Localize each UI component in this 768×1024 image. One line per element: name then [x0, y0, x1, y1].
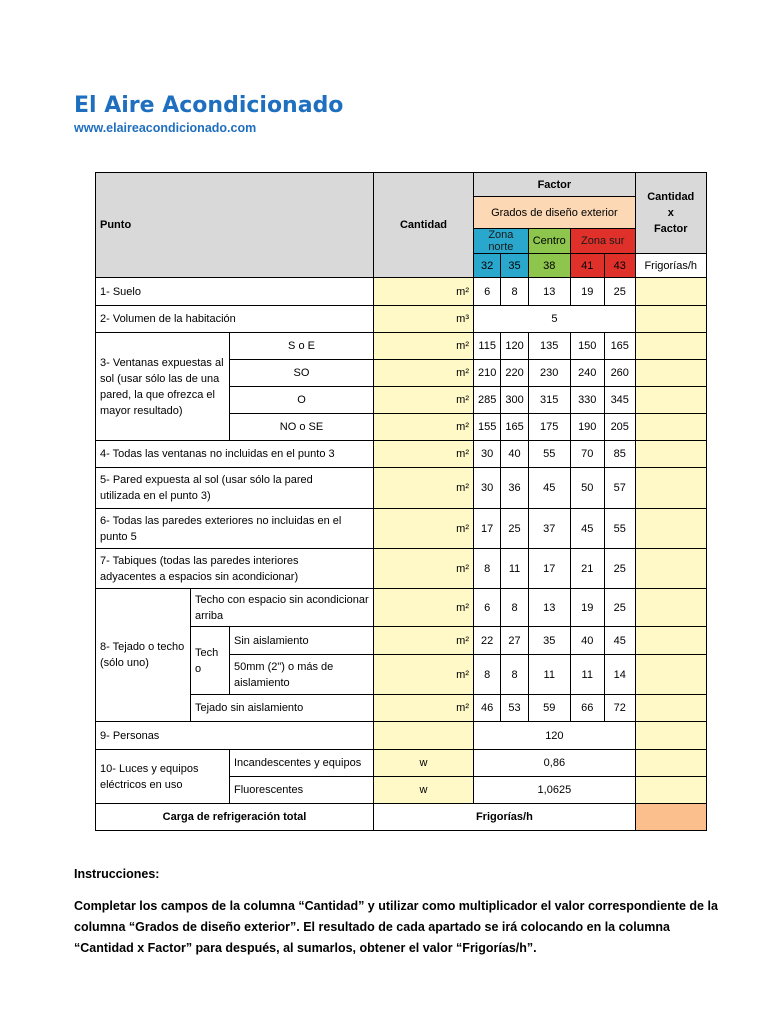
header-factor: Factor — [474, 173, 636, 197]
temp-43: 43 — [604, 254, 635, 278]
factor-value: 175 — [528, 414, 570, 441]
factor-value: 66 — [570, 695, 604, 722]
factor-value: 59 — [528, 695, 570, 722]
factor-value: 72 — [604, 695, 635, 722]
techo-label: Techo — [191, 627, 230, 695]
instructions-line: “Cantidad x Factor” para después, al sumarlos, obtener el valor “Frigorías/h”. — [74, 941, 537, 955]
factor-value: 57 — [604, 468, 635, 509]
sub-label: Techo con espacio sin acondicionar arriba — [191, 589, 374, 627]
row-label: 7- Tabiques (todas las paredes interiores adyacentes a espacios sin acondicionar) — [96, 549, 374, 589]
result-cell[interactable] — [635, 655, 706, 695]
factor-value: 45 — [604, 627, 635, 655]
header-cantidad-x-factor: Cantidad x Factor — [635, 173, 706, 254]
result-cell[interactable] — [635, 777, 706, 804]
factor-value: 6 — [474, 278, 501, 306]
sub-label: Sin aislamiento — [230, 627, 374, 655]
cantidad-input[interactable]: m² — [374, 695, 474, 722]
row-label: 8- Tejado o techo (sólo uno) — [96, 589, 191, 722]
cooling-load-table — [95, 172, 707, 831]
total-row — [96, 804, 707, 831]
sub-label: 50mm (2") o más de aislamiento — [230, 655, 374, 695]
factor-value: 55 — [528, 441, 570, 468]
zone-sur: Zona sur — [570, 229, 635, 254]
table-row — [96, 306, 707, 333]
site-url-link[interactable]: www.elaireacondicionado.com — [74, 121, 257, 135]
instructions-heading: Instrucciones: — [74, 867, 160, 881]
factor-value: 8 — [474, 655, 501, 695]
row-label: 10- Luces y equipos eléctricos en uso — [96, 750, 230, 804]
header-cantidad: Cantidad — [374, 173, 474, 278]
factor-value: 21 — [570, 549, 604, 589]
temp-41: 41 — [570, 254, 604, 278]
sub-label: Incandescentes y equipos — [230, 750, 374, 777]
result-cell[interactable] — [635, 333, 706, 360]
factor-value: 17 — [528, 549, 570, 589]
factor-value: 36 — [501, 468, 528, 509]
sub-label: Tejado sin aislamiento — [191, 695, 374, 722]
header-punto: Punto — [96, 173, 374, 278]
table-row — [96, 333, 707, 360]
factor-value: 35 — [528, 627, 570, 655]
cantidad-input[interactable]: w — [374, 750, 474, 777]
total-result-cell[interactable] — [635, 804, 706, 831]
table-row — [96, 509, 707, 549]
table-row — [96, 589, 707, 627]
factor-value: 300 — [501, 387, 528, 414]
cantidad-input[interactable]: m² — [374, 655, 474, 695]
cantidad-input[interactable]: m² — [374, 278, 474, 306]
result-cell[interactable] — [635, 722, 706, 750]
factor-value: 45 — [570, 509, 604, 549]
factor-value: 53 — [501, 695, 528, 722]
factor-value: 25 — [604, 549, 635, 589]
table-row — [96, 549, 707, 589]
temp-38: 38 — [528, 254, 570, 278]
factor-value: 70 — [570, 441, 604, 468]
factor-value: 220 — [501, 360, 528, 387]
cantidad-input[interactable]: m² — [374, 387, 474, 414]
factor-value: 165 — [501, 414, 528, 441]
factor-value: 150 — [570, 333, 604, 360]
temp-35: 35 — [501, 254, 528, 278]
factor-value: 13 — [528, 278, 570, 306]
result-cell[interactable] — [635, 468, 706, 509]
factor-value: 25 — [501, 509, 528, 549]
factor-value: 345 — [604, 387, 635, 414]
cantidad-input[interactable]: m² — [374, 549, 474, 589]
factor-value: 190 — [570, 414, 604, 441]
factor-value: 5 — [474, 306, 636, 333]
row-label: 1- Suelo — [96, 278, 374, 306]
header-grados-diseno: Grados de diseño exterior — [474, 197, 636, 229]
factor-value: 14 — [604, 655, 635, 695]
factor-value: 1,0625 — [474, 777, 636, 804]
result-cell[interactable] — [635, 306, 706, 333]
factor-value: 55 — [604, 509, 635, 549]
instructions-line: columna “Grados de diseño exterior”. El resultado de cada apartado se irá colocando en la columna — [74, 920, 671, 934]
factor-value: 11 — [570, 655, 604, 695]
factor-value: 135 — [528, 333, 570, 360]
result-cell[interactable] — [635, 441, 706, 468]
result-cell[interactable] — [635, 414, 706, 441]
cantidad-input[interactable]: m³ — [374, 306, 474, 333]
factor-value: 30 — [474, 468, 501, 509]
factor-value: 120 — [501, 333, 528, 360]
table-row — [96, 722, 707, 750]
sub-label: NO o SE — [230, 414, 374, 441]
site-title: El Aire Acondicionado — [74, 93, 344, 118]
sub-label: O — [230, 387, 374, 414]
zone-centro: Centro — [528, 229, 570, 254]
table-row — [96, 441, 707, 468]
factor-value: 25 — [604, 278, 635, 306]
factor-value: 19 — [570, 589, 604, 627]
row-label: 4- Todas las ventanas no incluidas en el punto 3 — [96, 441, 374, 468]
factor-value: 6 — [474, 589, 501, 627]
cantidad-input[interactable]: m² — [374, 468, 474, 509]
factor-value: 240 — [570, 360, 604, 387]
cantidad-input[interactable]: m² — [374, 414, 474, 441]
factor-value: 115 — [474, 333, 501, 360]
factor-value: 50 — [570, 468, 604, 509]
factor-value: 120 — [474, 722, 636, 750]
cantidad-input[interactable]: m² — [374, 627, 474, 655]
cantidad-input[interactable]: w — [374, 777, 474, 804]
row-label: 9- Personas — [96, 722, 374, 750]
result-cell[interactable] — [635, 549, 706, 589]
result-cell[interactable] — [635, 589, 706, 627]
factor-value: 11 — [528, 655, 570, 695]
result-cell[interactable] — [635, 509, 706, 549]
result-cell[interactable] — [635, 695, 706, 722]
result-cell[interactable] — [635, 278, 706, 306]
factor-value: 315 — [528, 387, 570, 414]
total-unit: Frigorías/h — [374, 804, 636, 831]
factor-value: 330 — [570, 387, 604, 414]
factor-value: 8 — [501, 278, 528, 306]
factor-value: 25 — [604, 589, 635, 627]
cantidad-input[interactable]: m² — [374, 333, 474, 360]
sub-label: S o E — [230, 333, 374, 360]
table-row — [96, 750, 707, 777]
factor-value: 37 — [528, 509, 570, 549]
factor-value: 45 — [528, 468, 570, 509]
factor-value: 285 — [474, 387, 501, 414]
row-label: 3- Ventanas expuestas al sol (usar sólo las de una pared, la que ofrezca el mayor resultado) — [96, 333, 230, 441]
zone-norte: Zona norte — [474, 229, 529, 254]
table-row — [96, 278, 707, 306]
factor-value: 30 — [474, 441, 501, 468]
result-cell[interactable] — [635, 387, 706, 414]
factor-value: 40 — [570, 627, 604, 655]
row-label: 5- Pared expuesta al sol (usar sólo la pared utilizada en el punto 3) — [96, 468, 374, 509]
factor-value: 13 — [528, 589, 570, 627]
factor-value: 17 — [474, 509, 501, 549]
row-label: 2- Volumen de la habitación — [96, 306, 374, 333]
factor-value: 205 — [604, 414, 635, 441]
result-cell[interactable] — [635, 360, 706, 387]
factor-value: 8 — [474, 549, 501, 589]
factor-value: 85 — [604, 441, 635, 468]
factor-value: 22 — [474, 627, 501, 655]
factor-value: 210 — [474, 360, 501, 387]
cantidad-input[interactable] — [374, 722, 474, 750]
factor-value: 11 — [501, 549, 528, 589]
factor-value: 46 — [474, 695, 501, 722]
factor-value: 27 — [501, 627, 528, 655]
cantidad-input[interactable]: m² — [374, 441, 474, 468]
cantidad-input[interactable]: m² — [374, 509, 474, 549]
factor-value: 8 — [501, 589, 528, 627]
cantidad-input[interactable]: m² — [374, 589, 474, 627]
header-frigorias: Frigorías/h — [635, 254, 706, 278]
total-label: Carga de refrigeración total — [96, 804, 374, 831]
temp-32: 32 — [474, 254, 501, 278]
factor-value: 230 — [528, 360, 570, 387]
instructions-line: Completar los campos de la columna “Cantidad” y utilizar como multiplicador el valor correspondiente de la — [74, 899, 718, 913]
factor-value: 155 — [474, 414, 501, 441]
sub-label: SO — [230, 360, 374, 387]
result-cell[interactable] — [635, 750, 706, 777]
row-label: 6- Todas las paredes exteriores no incluidas en el punto 5 — [96, 509, 374, 549]
factor-value: 40 — [501, 441, 528, 468]
factor-value: 260 — [604, 360, 635, 387]
factor-value: 8 — [501, 655, 528, 695]
result-cell[interactable] — [635, 627, 706, 655]
table-row — [96, 468, 707, 509]
cantidad-input[interactable]: m² — [374, 360, 474, 387]
factor-value: 19 — [570, 278, 604, 306]
sub-label: Fluorescentes — [230, 777, 374, 804]
factor-value: 0,86 — [474, 750, 636, 777]
factor-value: 165 — [604, 333, 635, 360]
